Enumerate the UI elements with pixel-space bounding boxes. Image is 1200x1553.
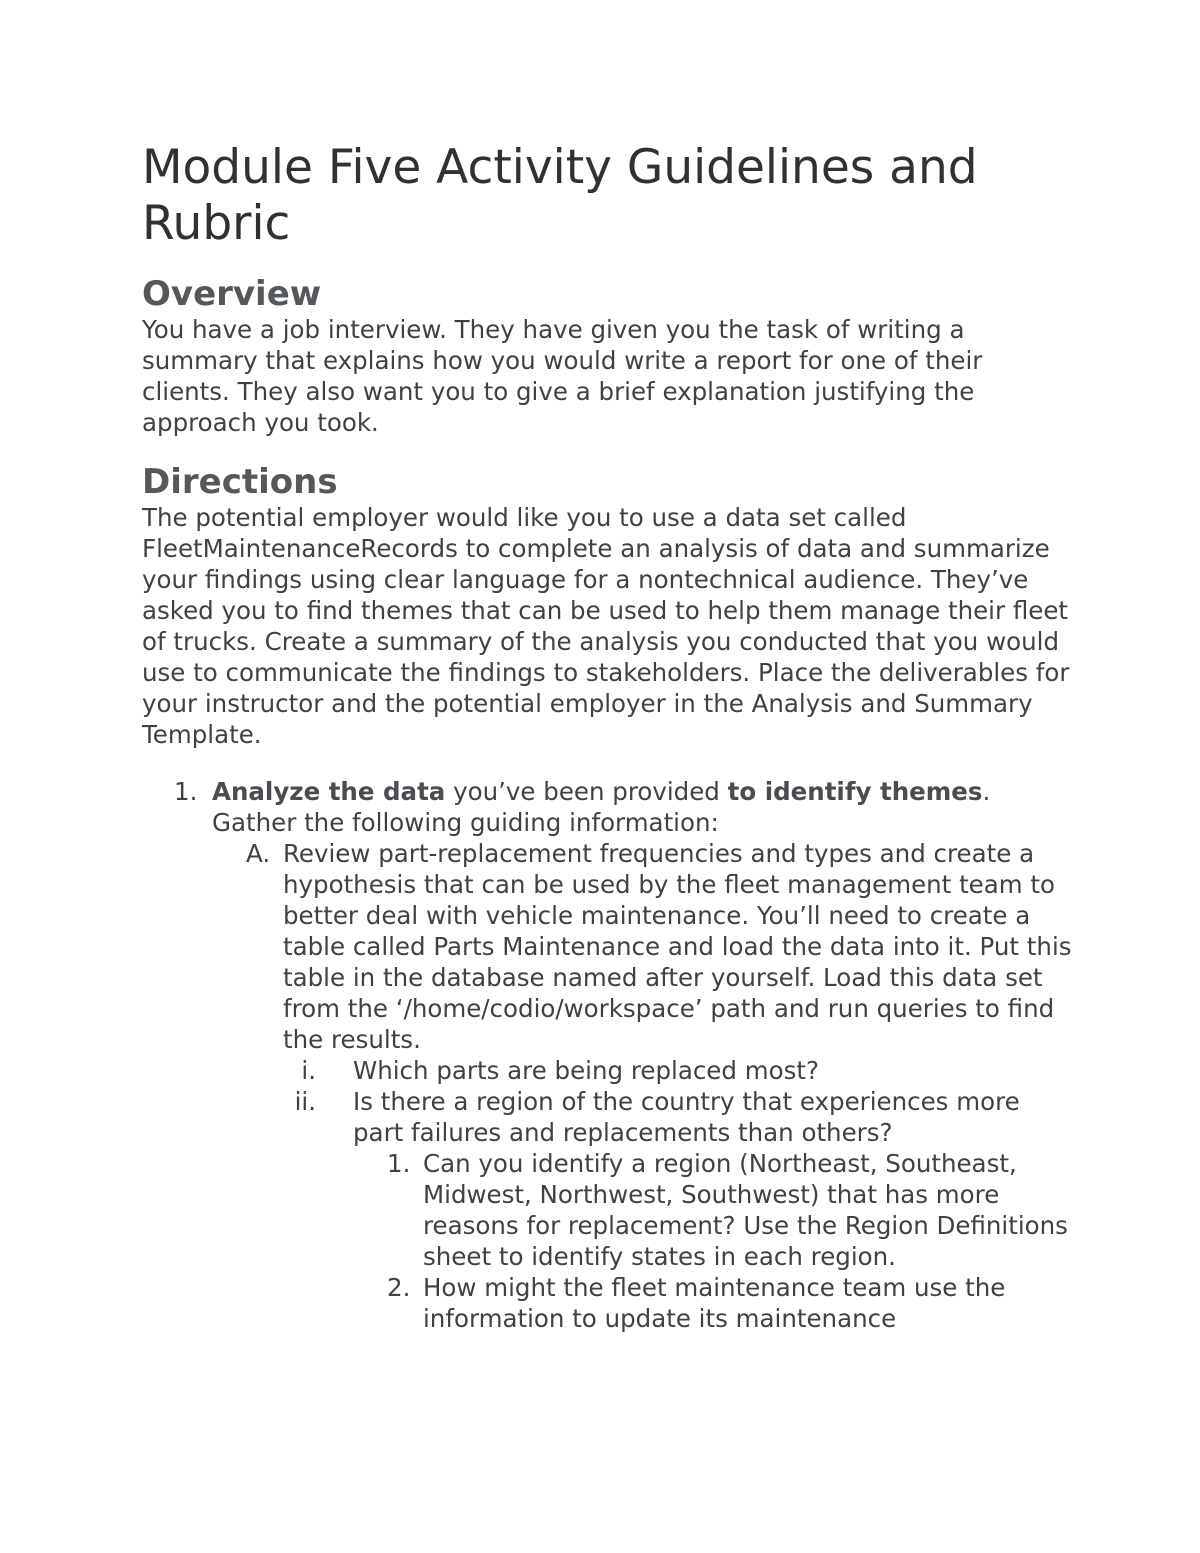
instructions-list [142,776,1072,1334]
overview-heading: Overview [142,274,322,314]
text-run: you’ve been provided [445,777,728,806]
document-page [142,140,1072,1334]
text-run: . Gather the following guiding information: [212,777,991,837]
list-item-text: Which parts are being replaced most? [353,1056,819,1085]
list-item-text: How might the fleet maintenance team use the information to update its maintenance [423,1273,1006,1333]
list-item [353,1148,1072,1272]
bold-phrase: to identify themes [727,777,983,806]
list-marker: A. [246,839,271,868]
list-marker: 1. [174,777,198,806]
list-item-text: Can you identify a region (Northeast, Southeast, Midwest, Northwest, Southwest) that has more reasons for replacement? Use the Region Definitions sheet to identify states in each region. [423,1149,1068,1271]
list-marker: 1. [387,1149,411,1178]
list-item-text: Review part-replacement frequencies and types and create a hypothesis that can be used by the fleet management team to better deal with vehicle maintenance. You’ll need to create a table called Parts Maintenance and load the data into it. Put this table in the database named after yourself. Load this data set from the ‘/home/codio/workspace’ path and run queries to find the results. [283,839,1072,1054]
document-title: Module Five Activity Guidelines and Rubric [142,140,978,251]
list-marker: i. [301,1056,316,1085]
overview-text: You have a job interview. They have given you the task of writing a summary that explains how you would write a report for one of their clients. They also want you to give a brief explanation justifying the approach you took. [142,315,983,437]
list-item [283,1055,1072,1086]
directions-text: The potential employer would like you to use a data set called FleetMaintenanceRecords to complete an analysis of data and summarize your findings using clear language for a nontechnical audience. They’ve asked you to find themes that can be used to help them manage their fleet of trucks. Create a summary of the analysis you conducted that you would use to communicate the findings to stakeholders. Place the deliverables for your instructor and the potential employer in the Analysis and Summary Template. [142,503,1070,749]
bold-phrase: Analyze the data [212,777,446,806]
directions-heading: Directions [142,462,338,502]
list-item [142,776,1072,1334]
list-item-text [212,776,1072,838]
list-item-text: Is there a region of the country that experiences more part failures and replacements than others? [353,1087,1020,1147]
list-marker: 2. [387,1273,411,1302]
list-item [283,1086,1072,1334]
list-item [353,1272,1072,1334]
list-item [212,838,1072,1334]
list-marker: ii. [294,1087,316,1116]
